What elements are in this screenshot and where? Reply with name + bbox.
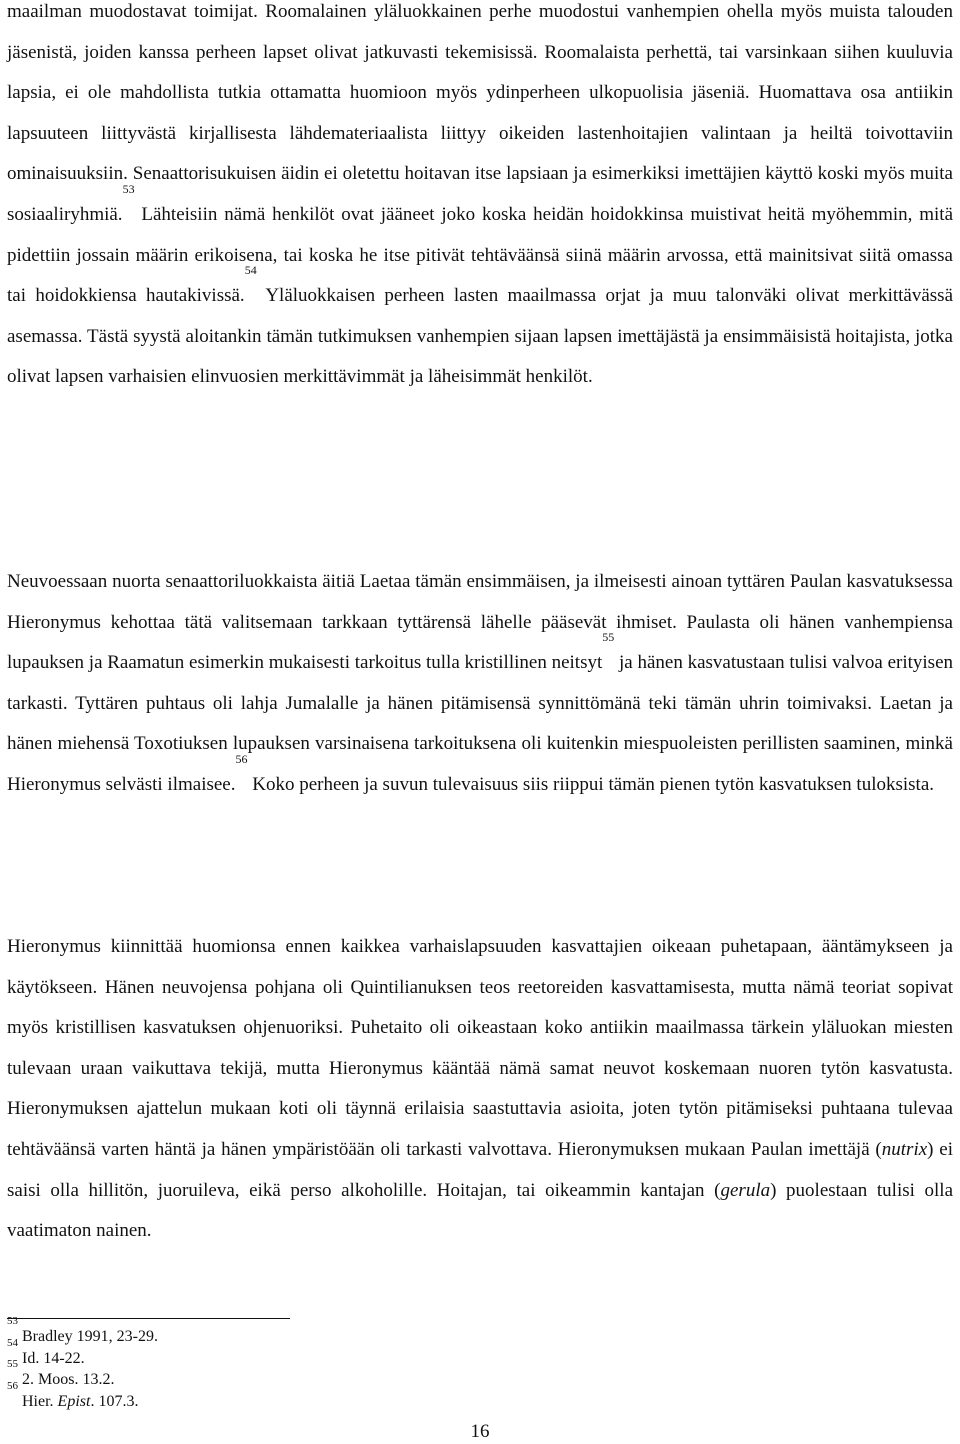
footnote-text xyxy=(22,1371,114,1388)
footnote-separator xyxy=(7,1318,290,1319)
footnote-text xyxy=(22,1350,85,1367)
text-run: 2. Moos. 13.2. xyxy=(22,1371,115,1388)
text-run: ja hänen kasvatustaan tulisi valvoa erityisen tarkasti. Tyttären puhtaus oli lahja Jumalalle ja hänen pitämisensä synnittömänä teki tämän uhrin toimivaksi. Laetan ja hänen miehensä Toxotiuksen lupauksen varsinaisena tarkoituksena oli kuitenkin miespuoleisten perillisten saaminen, minkä Hieronymus selvästi ilmaisee. xyxy=(7,652,953,795)
text-run: ) ei saisi olla hillitön, juoruileva, eikä perso alkoholille. Hoitajan, tai oikeammin kantajan ( xyxy=(7,1138,954,1201)
footnotes xyxy=(7,1315,953,1412)
footnote-number: 54 xyxy=(7,1336,18,1349)
paragraph-1 xyxy=(7,0,953,398)
paragraph-3 xyxy=(7,927,953,1252)
page-number: 16 xyxy=(470,1421,490,1442)
italic-term: gerula xyxy=(720,1179,771,1201)
footnote-number: 55 xyxy=(7,1358,18,1370)
footnote-reference: 55 xyxy=(602,630,615,645)
text-run: Hier. xyxy=(22,1392,58,1410)
text-run: Neuvoessaan nuorta senaattoriluokkaista äitiä Laetaa tämän ensimmäisen, ja ilmeisesti ainoan tyttären Paulan kasvatuksessa Hieronymus kehottaa tätä valitsemaan tarkkaan tyttärensä lähelle pääsevät ihmiset. Paulasta oli hänen vanhempiensa lupauksen ja Raamatun esimerkin mukaisesti tarkoitus tulla kristillinen neitsyt xyxy=(7,571,953,674)
text-run: Hieronymus kiinnittää huomionsa ennen kaikkea varhaislapsuuden kasvattajien oikeaan puhetapaan, ääntämykseen ja käytökseen. Hänen neuvojensa pohjana oli Quintilianuksen teos reetoreiden kasvattamisesta, mutta nämä teoriat sopivat myös kristillisen kasvatuksen ohjenuoriksi. Puhetaito oli oikeastaan koko antiikin maailmassa tärkein yläluokan miesten tulevaan uraan vaikuttava tekijä, mutta Hieronymus kääntää nämä samat neuvot koskemaan nuoren tytön kasvatusta. Hieronymuksen ajattelun mukaan koti oli täynnä erilaisia saastuttavia asioita, joten tytön pitämiseksi puhtaana tulevaa tehtäväänsä varten häntä ja hänen ympäristöään oli tarkasti valvottava. Hieronymuksen mukaan Paulan imettäjä ( xyxy=(7,936,953,1160)
document-page xyxy=(7,0,953,1444)
text-run: Lähteisiin nämä henkilöt ovat jääneet joko koska heidän hoidokkinsa muistivat heitä myöhemmin, mitä pidettiin jossain määrin erikoisena, tai koska he itse pitivät tehtäväänsä siinä määrin arvossa, että mainitsivat siitä omassa tai hoidokkiensa hautakivissä. xyxy=(7,203,953,307)
italic-term: nutrix xyxy=(881,1138,928,1160)
text-run: maailman muodostavat toimijat. Roomalainen yläluokkainen perhe muodostui vanhempien ohella myös muista talouden jäsenistä, joiden kanssa perheen lapset olivat jatkuvasti tekemisissä. Roomalaista perhettä, tai varsinkaan siihen kuuluvia lapsia, ei ole mahdollista tutkia ottamatta huomioon myös ydinperheen ulkopuolisia jäseniä. Huomattava osa antiikin lapsuuteen liittyvästä kirjallisesta lähdemateriaalista liittyy oikeiden lastenhoitajien valintaan ja heiltä toivottaviin ominaisuuksiin. Senaattorisukuisen äidin ei oletettu hoitavan itse lapsiaan ja esimerkiksi imettäjien käyttö koski myös muita sosiaaliryhmiä. xyxy=(7,1,953,225)
paragraph-2 xyxy=(7,562,953,806)
footnote-number: 53 xyxy=(7,1315,18,1327)
footnote-reference: 56 xyxy=(235,751,248,766)
footnote-text xyxy=(22,1393,138,1410)
footnote-reference: 53 xyxy=(122,181,135,196)
text-run: Bradley 1991, 23-29. xyxy=(22,1328,158,1345)
text-run: ) puolestaan tulisi olla vaatimaton nainen. xyxy=(7,1179,954,1242)
text-run: . 107.3. xyxy=(90,1392,139,1410)
text-run: Id. 14-22. xyxy=(22,1349,85,1367)
footnote-53 xyxy=(7,1315,953,1348)
text-run: Koko perheen ja suvun tulevaisuus siis riippui tämän pienen tytön kasvatuksen tuloksista. xyxy=(247,773,935,795)
text-run: Yläluokkaisen perheen lasten maailmassa orjat ja muu talonväki olivat merkittävässä asemassa. Tästä syystä aloitankin tämän tutkimuksen vanhempien sijaan lapsen imettäjästä ja ensimmäisistä hoitajista, jotka olivat lapsen varhaisien elinvuosien merkittävimmät ja läheisimmät henkilöt. xyxy=(7,285,954,388)
footnote-number: 56 xyxy=(7,1379,18,1392)
footnote-text xyxy=(22,1328,158,1345)
italic-term: Epist xyxy=(57,1392,91,1410)
footnote-reference: 54 xyxy=(244,263,257,278)
